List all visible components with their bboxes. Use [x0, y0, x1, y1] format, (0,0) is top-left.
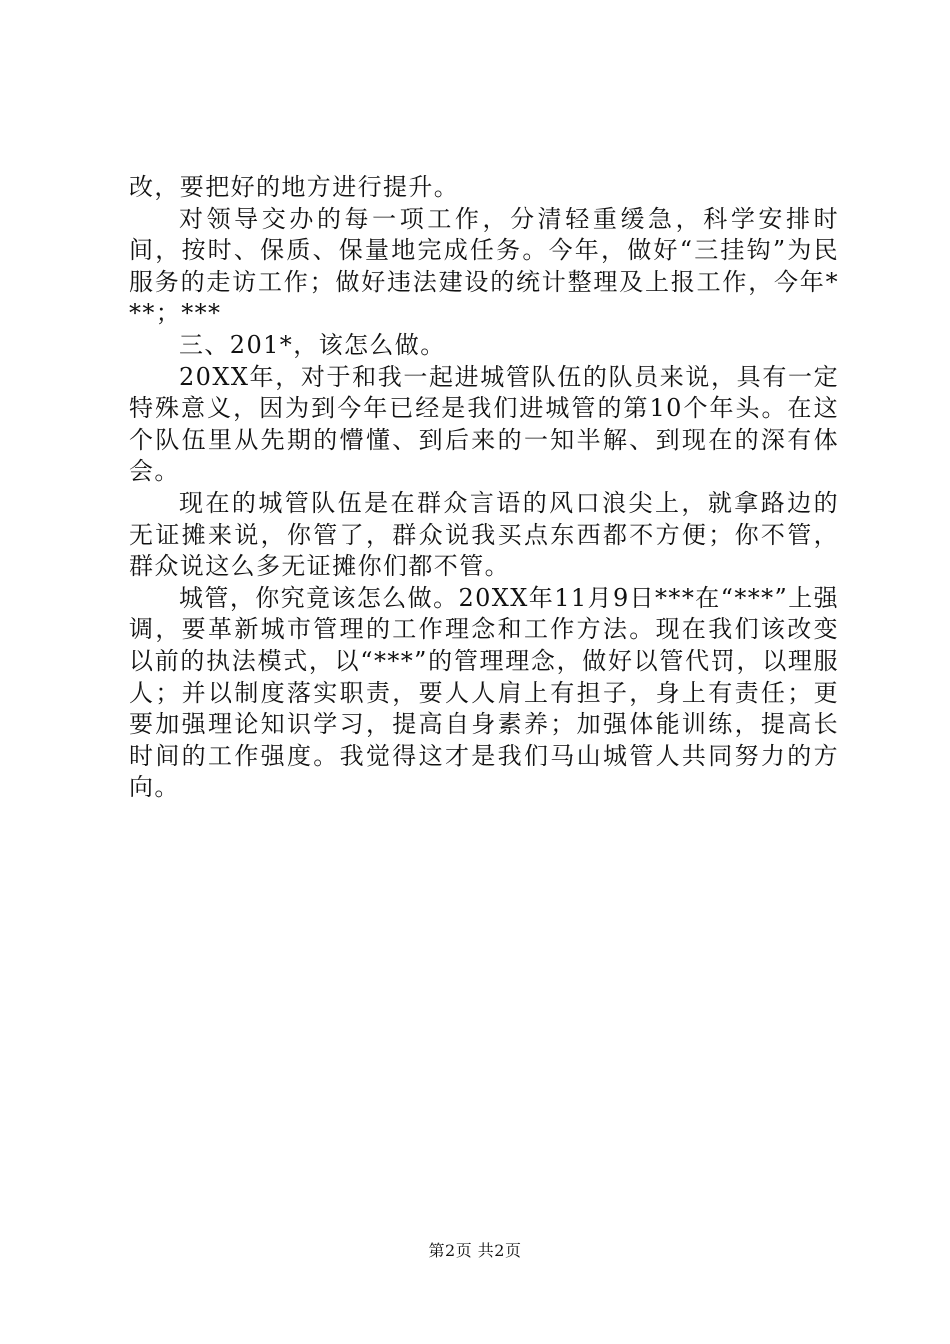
page-number-footer: 第2页 共2页	[428, 1241, 522, 1260]
paragraph-tenth-year: 20XX年，对于和我一起进城管队伍的队员来说，具有一定特殊意义，因为到今年已经是我们进城管的第10个年头。在这个队伍里从先期的懵懂、到后来的一知半解、到现在的深有体会。	[129, 362, 839, 486]
paragraph-continuation: 改，要把好的地方进行提升。	[129, 173, 460, 201]
paragraph-leader-tasks: 对领导交办的每一项工作，分清轻重缓急，科学安排时间，按时、保质、保量地完成任务。今年，做好“三挂钩”为民服务的走访工作；做好违法建设的统计整理及上报工作，今年***；***	[129, 204, 839, 328]
document-body	[129, 172, 839, 804]
section-heading-three: 三、201*，该怎么做。	[179, 330, 446, 359]
paragraph-public-opinion: 现在的城管队伍是在群众言语的风口浪尖上，就拿路边的无证摊来说，你管了，群众说我买点东西都不方便；你不管，群众说这么多无证摊你们都不管。	[129, 488, 839, 581]
paragraph-how-to-act: 城管，你究竟该怎么做。20XX年11月9日***在“***”上强调，要革新城市管理的工作理念和工作方法。现在我们该改变以前的执法模式，以“***”的管理理念，做好以管代罚，以理服人；并以制度落实职责，要人人肩上有担子，身上有责任；更要加强理论知识学习，提高自身素养；加强体能训练，提高长时间的工作强度。我觉得这才是我们马山城管人共同努力的方向。	[129, 583, 839, 802]
